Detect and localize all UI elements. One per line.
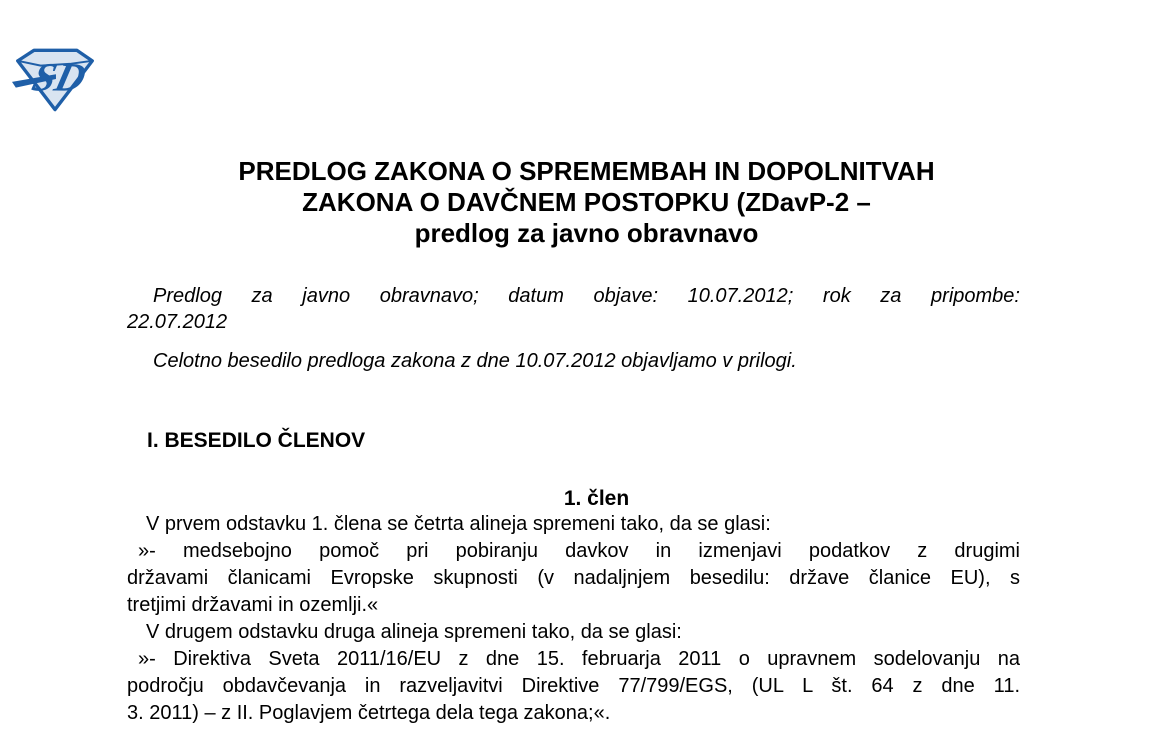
title-line: predlog za javno obravnavo xyxy=(414,218,759,248)
body-line: V prvem odstavku 1. člena se četrta alineja spremeni tako, da se glasi: xyxy=(146,513,771,535)
logo-letters: SD xyxy=(28,55,91,100)
article-body xyxy=(127,511,1020,727)
body-line: 3. 2011) – z II. Poglavjem četrtega dela tega zakona;«. xyxy=(127,702,611,724)
article-heading: 1. člen xyxy=(563,487,630,510)
sd-diamond-logo-icon xyxy=(12,46,98,112)
intro-paragraph-dates xyxy=(127,283,1020,335)
intro-line: 22.07.2012 xyxy=(127,311,228,333)
title-line: ZAKONA O DAVČNEM POSTOPKU (ZDavP-2 – xyxy=(302,187,871,217)
body-line: »- Direktiva Sveta 2011/16/EU z dne 15. februarja 2011 o upravnem sodelovanju na xyxy=(138,648,1020,670)
body-line: državami članicami Evropske skupnosti (v nadaljnjem besedilu: države članice EU), s xyxy=(127,567,1020,589)
section-heading: I. BESEDILO ČLENOV xyxy=(147,429,366,452)
intro-paragraph-attachment xyxy=(127,348,1020,374)
body-line: V drugem odstavku druga alineja spremeni tako, da se glasi: xyxy=(146,621,682,643)
intro-line: Predlog za javno obravnavo; datum objave: 10.07.2012; rok za pripombe: xyxy=(153,285,1020,307)
intro-line: Celotno besedilo predloga zakona z dne 10.07.2012 objavljamo v prilogi. xyxy=(153,350,797,372)
title-line: PREDLOG ZAKONA O SPREMEMBAH IN DOPOLNITVAH xyxy=(238,156,935,186)
body-line: tretjimi državami in ozemlji.« xyxy=(127,594,379,616)
document-title xyxy=(140,156,1033,249)
body-line: področju obdavčevanja in razveljavitvi Direktive 77/799/EGS, (UL L št. 64 z dne 11. xyxy=(127,675,1020,697)
body-line: »- medsebojno pomoč pri pobiranju davkov in izmenjavi podatkov z drugimi xyxy=(138,540,1020,562)
